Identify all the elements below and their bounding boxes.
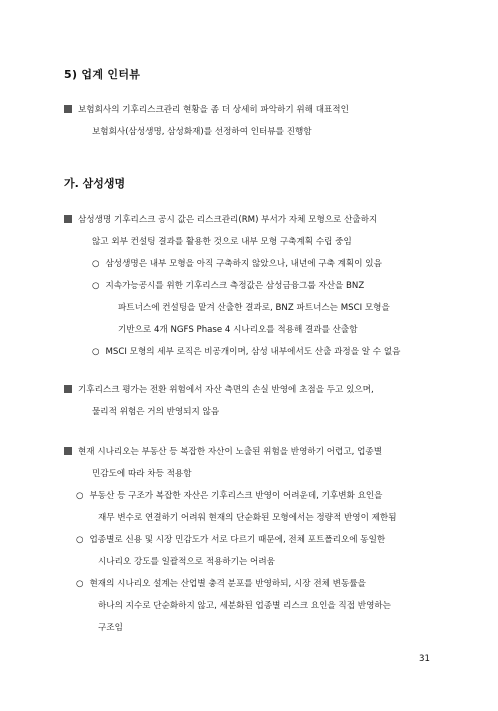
block3-line-2: 민감도에 따라 차등 적용함 [92,469,192,479]
block3-sub-1-line-2: 재무 변수로 연결하기 어려워 현재의 단순화된 모형에서는 정량적 반영이 제한됨 [98,513,397,523]
square-bullet-icon [64,447,72,455]
block3-sub-3-line-2: 하나의 지수로 단순화하지 않고, 세분화된 업종별 리스크 요인을 직접 반영하는 [98,601,391,611]
block3-sub-3-line-1: ○ 현재의 시나리오 설계는 산업별 충격 분포를 반영하되, 시장 전체 변동률을 [76,579,366,589]
block3-sub-1-line-1: ○ 부동산 등 구조가 복잡한 자산은 기후리스크 반영이 어려운데, 기후변화 요인을 [76,491,383,501]
square-bullet-icon [64,105,72,113]
page-number: 31 [419,654,430,664]
section-title: 5) 업계 인터뷰 [64,68,141,81]
intro-line-1: 보험회사의 기후리스크관리 현황을 좀 더 상세히 파악하기 위해 대표적인 [64,104,349,116]
block1-line-1: 삼성생명 기후리스크 공시 값은 리스크관리(RM) 부서가 자체 모형으로 산출하지 [64,214,377,226]
circle-bullet-icon: ○ [76,579,84,589]
circle-bullet-icon: ○ [76,535,84,545]
intro-line-2: 보험회사(삼성생명, 삼성화재)를 선정하여 인터뷰를 진행함 [92,127,312,137]
square-bullet-icon [64,215,72,223]
block3-sub-3-line-3: 구조임 [98,623,123,633]
circle-bullet-icon: ○ [92,347,100,357]
block1-sub-1: ○ 삼성생명은 내부 모형을 아직 구축하지 않았으나, 내년에 구축 계획이 있음 [92,259,382,269]
block1-sub-2-line-2: 파트너스에 컨설팅을 맡겨 산출한 결과로, BNZ 파트너스는 MSCI 모형을 [118,303,390,313]
block1-sub-3: ○ MSCI 모형의 세부 로직은 비공개이며, 삼성 내부에서도 산출 과정을 알 수 없음 [92,347,401,357]
block3-line-1: 현재 시나리오는 부동산 등 복잡한 자산이 노출된 위험을 반영하기 어렵고, 업종별 [64,446,382,458]
block3-sub-2-line-2: 시나리오 강도를 일괄적으로 적용하기는 어려움 [98,557,275,567]
square-bullet-icon [64,385,72,393]
circle-bullet-icon: ○ [92,259,100,269]
subsection-title: 가. 삼성생명 [64,177,126,190]
block1-sub-2-line-1: ○ 지속가능공시를 위한 기후리스크 측정값은 삼성금융그룹 자산을 BNZ [92,281,365,291]
block3-sub-2-line-1: ○ 업종별로 신용 및 시장 민감도가 서로 다르기 때문에, 전체 포트폴리오에 동일한 [76,535,386,545]
circle-bullet-icon: ○ [92,281,100,291]
block2-line-2: 물리적 위험은 거의 반영되지 않음 [92,407,220,417]
block1-sub-2-line-3: 기반으로 4개 NGFS Phase 4 시나리오를 적용해 결과를 산출함 [118,325,358,335]
block1-line-2: 않고 외부 컨설팅 결과를 활용한 것으로 내부 모형 구축계획 수립 중임 [92,237,352,247]
block2-line-1: 기후리스크 평가는 전환 위험에서 자산 측면의 손실 반영에 초점을 두고 있으며, [64,384,374,396]
circle-bullet-icon: ○ [76,491,84,501]
